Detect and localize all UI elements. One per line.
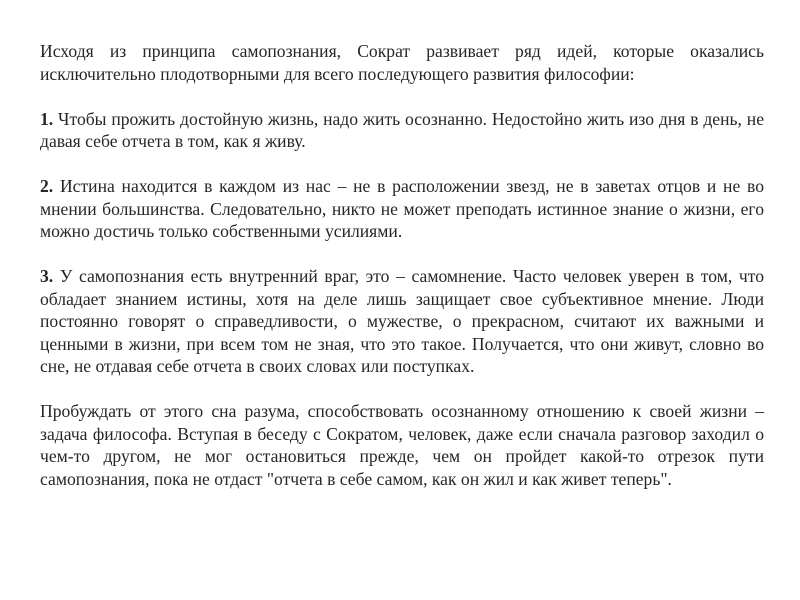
point-1-paragraph (40, 108, 764, 153)
point-1-text: Чтобы прожить достойную жизнь, надо жить осознанно. Недостойно жить изо дня в день, не давая себе отчета в том, как я живу. (40, 108, 764, 151)
point-3-paragraph (40, 265, 764, 378)
point-3-text: У самопознания есть внутренний враг, это – самомнение. Часто человек уверен в том, что обладает знанием истины, хотя на деле лишь защищает свое субъективное мнение. Люди постоянно говорят о справедливости, о мужестве, о прекрасном, считают их важными и ценными в жизни, при всем том не зная, что это такое. Получается, что они живут, словно во сне, не отдавая себе отчета в своих словах или поступках. (40, 266, 764, 376)
point-1-number: 1. (40, 108, 54, 129)
slide-text-body (40, 40, 764, 513)
point-3-number: 3. (40, 266, 54, 286)
point-2-paragraph (40, 175, 764, 243)
intro-paragraph: Исходя из принципа самопознания, Сократ развивает ряд идей, которые оказались исключительно плодотворными для всего последующего развития философии: (40, 41, 764, 84)
point-2-text: Истина находится в каждом из нас – не в расположении звезд, не в заветах отцов и не во мнении большинства. Следовательно, никто не может преподать истинное знание о жизни, его можно достичь только собственными усилиями. (40, 176, 764, 241)
point-2-number: 2. (40, 176, 54, 196)
conclusion-paragraph: Пробуждать от этого сна разума, способствовать осознанному отношению к своей жизни – задача философа. Вступая в беседу с Сократом, человек, даже если сначала разговор заходил о чем-то другом, не мог остановиться прежде, чем он пройдет какой-то отрезок пути самопознания, пока не отдаст "отчета в себе самом, как он жил и как живет теперь". (40, 401, 764, 489)
